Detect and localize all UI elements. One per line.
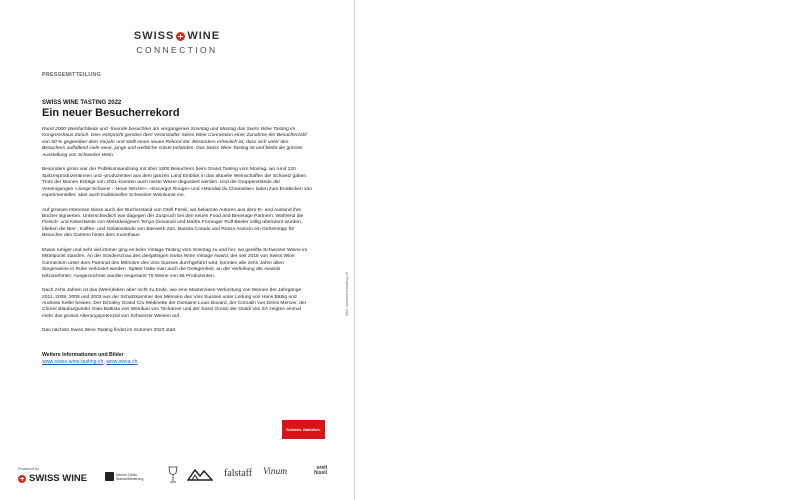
- body-paragraph-5: Das nächste Swiss Wine Tasting findet im Sommer 2023 statt.: [42, 328, 177, 334]
- link-swva[interactable]: www.swva.ch: [106, 358, 138, 365]
- sponsor-orell-fuessli: [314, 466, 327, 476]
- sponsor-vinum: Vinum: [263, 467, 288, 477]
- body-paragraph-3: Etwas ruhiger und sehr viel intimer ging es beim Vintage Tasting vom Sonntag zu und her, wo gereifte Schweizer Weine im Mittelpunkt standen. An der Sonderschau des diesjährigen Swiss Wine Vintage Award, der seit 2015 von Swiss Wine Connection unter dem Patronat des Mémoire des Vins Suisses durchgeführt wird, konnten alle zehn Jahre alten Siegerweine in Ruhe verkostet werden. Später hatte man auch die Gelegenheit, an der Verleihung der Awards teilzunehmen. Ausgezeichnet wurden insgesamt 70 Weine von 56 Produzenten.: [42, 247, 308, 279]
- event-eyebrow: SWISS WINE TASTING 2022: [42, 100, 122, 106]
- sponsor-zurich-text: Kanton Zürich Standortförderung: [116, 472, 144, 481]
- body-paragraph-2: Auf grosses Interesse stiess auch der Bücherstand von Orell Füssli, wo bekannte Autoren aus dem In- und Ausland ihre Bücher signierten. Unterschiedlich war dagegen der Zuspruch bei den neuen Food and Beverage Partnern: Während die Fleisch- und Käsestände von Meistdesignern Tenya Giovanoli und Maître Fromager Rolf Beeler völlig überrannt wurden, blieben die Bier-, Kaffee- und Gelatostände von Bierwerk Züri, Barista Corado und Rosso Arancio ein Geheimtipp für Besucher des Gartens hinter dem Kunsthaus.: [42, 207, 304, 239]
- image-credit: Bild: swisswinetasting.ch: [344, 271, 349, 316]
- more-info-title: Weitere Informationen und Bilder: [42, 351, 124, 358]
- lead-paragraph: Rund 2000 Weinfachleute und -freunde besuchten am vergangenen Sonntag und Montag das Swiss Wine Tasting im Kongresshaus Zürich. Dies entspricht gemäss dem Veranstalter Swiss Wine Connection einer Zunahme der Besucherzahl von 50 % gegenüber dem Vorjahr und stellt einen neuen Rekord dar. Besonders erfreulich ist, dass sich unter den Besuchern auffallend viele neue, junge und weibliche Gäste befanden. Das Swiss Wine Tasting ist und bleibt die grösste Ausstellung von Schweizer Wein.: [42, 127, 307, 158]
- document-type-label: PRESSEMITTEILUNG: [42, 72, 102, 78]
- zurich-crest-icon: [105, 472, 114, 481]
- link-swiss-wine-tasting[interactable]: www.swiss-wine-tasting.ch: [42, 358, 104, 365]
- press-release-body: [42, 72, 312, 365]
- body-paragraph-1: Besonders gross war der Publikumsandrang mit über 1800 Besuchern beim Grand Tasting vom Montag, wo rund 120 Spitzenproduzentinnen und -produzenten aus dem ganzen Land Einblick in das aktuelle Weinschaffen der Schweiz gaben. Trotz der kleinen Erträge von 2021 konnten auch rarste Weine degustiert werden. Und die Gruppenstände der Vereinigungen «Junge Schweiz – Neue Winzer», «Escargot Rouge» und «Mondial du Chasselas» luden zum Entdecken von experimenteller, aber auch traditioneller Schweizer Weinkunst ein.: [42, 167, 312, 199]
- sponsor-falstaff: falstaff: [224, 468, 253, 479]
- sponsor-orell-line2: füssli: [314, 470, 328, 476]
- more-info-links: [42, 359, 312, 365]
- logo-word-wine: WINE: [187, 30, 221, 42]
- wine-glass-icon: [166, 466, 180, 484]
- swiss-cross-icon: [176, 32, 185, 41]
- page-title: Ein neuer Besucherrekord: [42, 107, 180, 119]
- swiss-wine-connection-logo: [0, 26, 354, 55]
- swiss-wine-logo: [18, 473, 87, 484]
- swiss-wine-brand: SWISS WINE: [29, 473, 88, 484]
- body-paragraph-4: Nach zehn Jahren ist das (Wein)leben aber nicht zu Ende, wie eine Masterclass-Verkostung von Weinen der Jahrgänge 2011, 2008, 2005 und 2002 aus der Schatzkammer des Mémoire des Vins Suisses unter Leitung von Hans Bättig und Andreas Keller bewies. Der Dézaley Grand Cru Médinette der Domaine Louis Bovard, der Cornalin von Denis Mercier, der Churer Blauburgunder Gian-Battista von Weinbau von Tscharner und der Sassi Grossi der Gialdi Vini SA zeigten einmal mehr das grosse Alterungspotenzial von Schweizer Weinen auf.: [42, 288, 307, 319]
- sponsor-kanton-zurich: [105, 472, 143, 481]
- swiss-cross-icon: [18, 475, 26, 483]
- logo-word-swiss: SWISS: [133, 30, 175, 42]
- document-page: [0, 0, 355, 500]
- logo-word-connection: CONNECTION: [136, 45, 218, 55]
- schweiz-natuerlich-badge: Schweiz. Natürlich.: [282, 420, 325, 439]
- blank-background: [355, 0, 800, 500]
- link-separator: ,: [103, 358, 107, 365]
- sponsor-footer: [0, 462, 354, 500]
- powered-by-label: Powered by: [18, 466, 40, 471]
- sponsor-orell-line1: orell: [316, 465, 328, 471]
- mountain-logo-icon: [187, 466, 213, 484]
